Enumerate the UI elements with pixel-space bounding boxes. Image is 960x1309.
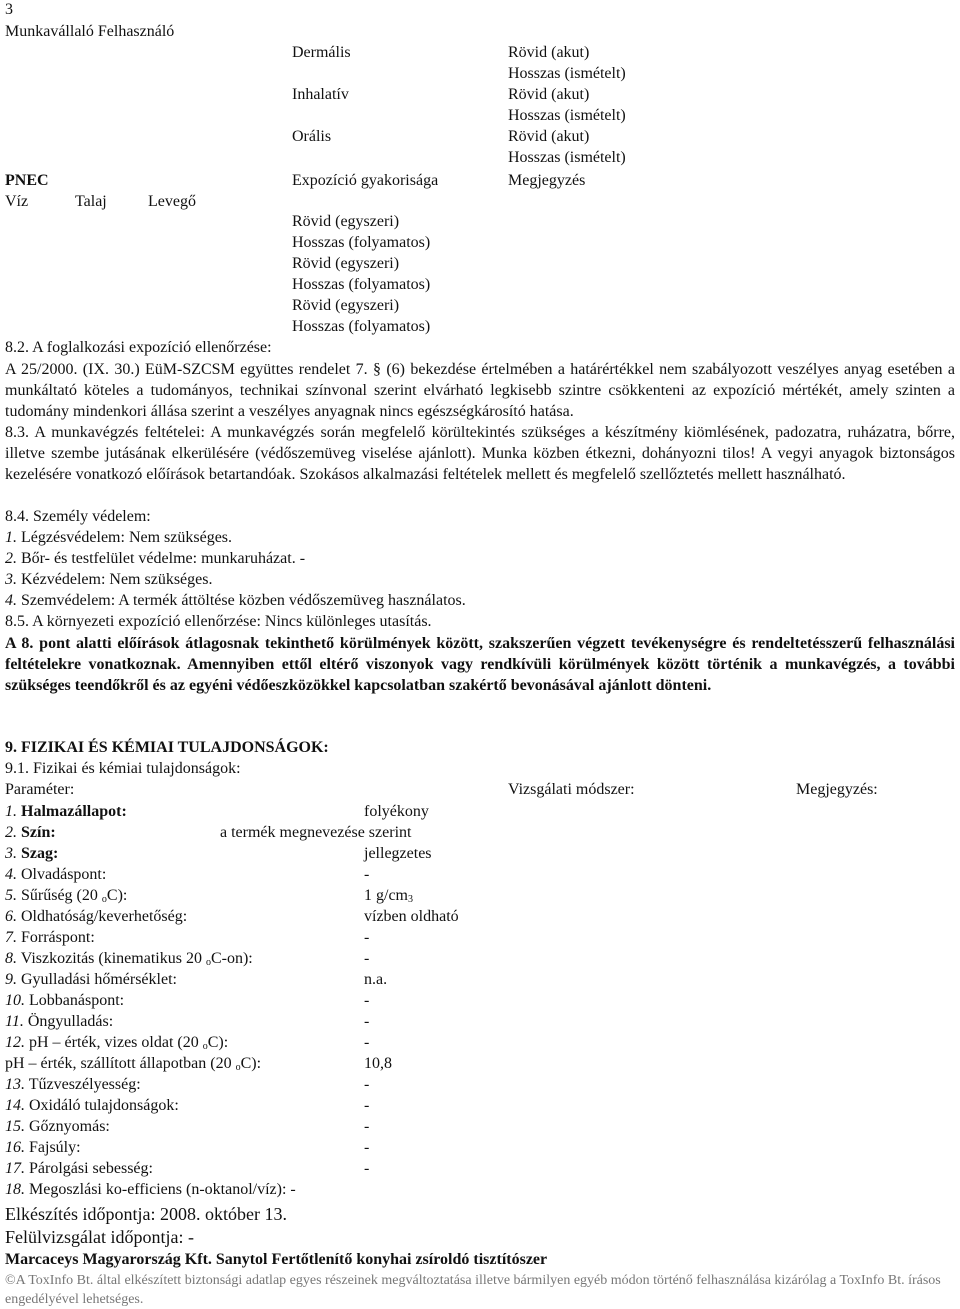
property-name: 1. Halmazállapot:	[5, 803, 127, 820]
pnec-label: PNEC	[5, 172, 49, 189]
frequency-item: Rövid (egyszeri)	[292, 255, 400, 272]
property-name: 14. Oxidáló tulajdonságok:	[5, 1097, 179, 1114]
route-inhalative-long: Hosszas (ismételt)	[508, 107, 626, 124]
copyright-footer: ©A ToxInfo Bt. által elkészített biztonsági adatlap egyes részeinek megváltoztatása illetve bármilyen egyéb módon történő felhasználása kizárólag a ToxInfo Bt. írásos engedélyével lehetséges.	[5, 1273, 941, 1307]
property-name: 4. Olvadáspont:	[5, 866, 107, 883]
medium-water: Víz	[5, 193, 29, 210]
property-name: 13. Tűzveszélyesség:	[5, 1076, 141, 1093]
route-inhalative: Inhalatív	[292, 86, 349, 103]
section-8-3-text: 8.3. A munkavégzés feltételei: A munkavégzés során megfelelő körültekintés szükséges a készítmény kiömlésének, padozatra, ruházatra, bőrre, illetve szembe jutásának elkerülésére (védőszemüveg viselése ajánlott). Munka közben étkezni, dohányozni tilos! A vegyi anyagok biztonságos kezelésére vonatkozó előírások betartandóak. Szokásos alkalmazási feltételek mellett és megfelelő szellőztetés mellett használható.	[5, 424, 955, 483]
property-value: a termék megnevezése szerint	[220, 824, 412, 841]
section-9-title: 9. FIZIKAI ÉS KÉMIAI TULAJDONSÁGOK:	[5, 739, 329, 756]
property-name: 11. Öngyulladás:	[5, 1013, 114, 1030]
property-name: 18. Megoszlási ko-efficiens (n-oktanol/víz): -	[5, 1181, 296, 1198]
property-name: 6. Oldhatóság/keverhetőség:	[5, 908, 188, 925]
property-value: -	[364, 1013, 370, 1030]
column-method: Vizsgálati módszer:	[508, 781, 635, 798]
route-oral-short: Rövid (akut)	[508, 128, 590, 145]
property-name: 5. Sűrűség (20 $_o$C):	[5, 887, 128, 905]
made-date: Elkészítés időpontja: 2008. október 13.	[5, 1204, 287, 1224]
property-value: -	[364, 866, 370, 883]
review-date: Felülvizsgálat időpontja: -	[5, 1227, 194, 1247]
route-inhalative-short: Rövid (akut)	[508, 86, 590, 103]
property-name: 3. Szag:	[5, 845, 59, 862]
property-value: -	[364, 1076, 370, 1093]
protection-item: 4. Szemvédelem: A termék áttöltése közben védőszemüveg használatos.	[5, 592, 466, 609]
property-value: -	[364, 929, 370, 946]
route-dermal-short: Rövid (akut)	[508, 44, 590, 61]
property-value: folyékony	[364, 803, 429, 820]
route-dermal-long: Hosszas (ismételt)	[508, 65, 626, 82]
frequency-item: Rövid (egyszeri)	[292, 213, 400, 230]
property-value: -	[364, 1097, 370, 1114]
property-value: 1 $g/cm_3$	[364, 887, 413, 905]
medium-air: Levegő	[148, 193, 196, 210]
product-line: Marcaceys Magyarország Kft. Sanytol Fertőtlenítő konyhai zsíroldó tisztítószer	[5, 1251, 548, 1268]
property-name: 17. Párolgási sebesség:	[5, 1160, 153, 1177]
property-name: 8. Viszkozitás (kinematikus 20 $_o$C-on):	[5, 950, 253, 968]
page-number: 3	[5, 1, 13, 18]
section-8-5-text: 8.5. A környezeti expozíció ellenőrzése: Nincs különleges utasítás.	[5, 613, 432, 630]
property-value: -	[364, 1118, 370, 1135]
frequency-item: Hosszas (folyamatos)	[292, 276, 431, 293]
property-value: -	[364, 1139, 370, 1156]
section-8-note: A 8. pont alatti előírások átlagosnak tekinthető körülmények között, szakszerűen végzett tevékenységre és rendeltetésszerű felhasználási feltételekre vonatkoznak. Amennyiben ettől eltérő viszonyok vagy rendkívüli körülmények között történik a munkavégzés, a további szükséges teendőkről és az egyéni védőeszközökkel kapcsolatban szakértő bevonásával ajánlott dönteni.	[5, 635, 955, 694]
column-parameter: Paraméter:	[5, 781, 75, 798]
property-name: 12. pH – érték, vizes oldat (20 $_o$C):	[5, 1034, 229, 1052]
route-oral-long: Hosszas (ismételt)	[508, 149, 626, 166]
property-value: -	[364, 1034, 370, 1051]
property-value: -	[364, 1160, 370, 1177]
frequency-header: Expozíció gyakorisága	[292, 172, 439, 189]
medium-soil: Talaj	[75, 193, 107, 210]
property-value: -	[364, 992, 370, 1009]
header-row: Munkavállaló Felhasználó	[5, 23, 175, 40]
property-name: 16. Fajsúly:	[5, 1139, 81, 1156]
property-name: 15. Gőznyomás:	[5, 1118, 110, 1135]
protection-item: 1. Légzésvédelem: Nem szükséges.	[5, 529, 233, 546]
section-9-1-title: 9.1. Fizikai és kémiai tulajdonságok:	[5, 760, 241, 777]
route-oral: Orális	[292, 128, 332, 145]
route-dermal: Dermális	[292, 44, 351, 61]
frequency-item: Rövid (egyszeri)	[292, 297, 400, 314]
property-value: 10,8	[364, 1055, 392, 1072]
section-8-4-title: 8.4. Személy védelem:	[5, 508, 151, 525]
property-name: 10. Lobbanáspont:	[5, 992, 125, 1009]
section-8-2-title: 8.2. A foglalkozási expozíció ellenőrzése:	[5, 339, 272, 356]
property-value: jellegzetes	[364, 845, 432, 862]
protection-item: 2. Bőr- és testfelület védelme: munkaruházat. -	[5, 550, 306, 567]
protection-item: 3. Kézvédelem: Nem szükséges.	[5, 571, 213, 588]
property-value: n.a.	[364, 971, 388, 988]
property-value: -	[364, 950, 370, 967]
section-8-2-text: A 25/2000. (IX. 30.) EüM-SZCSM együttes rendelet 7. § (6) bekezdése értelmében a határértékkel nem szabályozott veszélyes anyag esetében a munkáltató köteles a tudományos, technikai színvonal szerint elvárható legkisebb szintre csökkenteni az expozíció mértékét, amely szinten a tudomány mindenkori állása szerint a veszélyes anyagnak nincs egészségkárosító hatása.	[5, 361, 955, 420]
property-name: 2. Szín:	[5, 824, 56, 841]
frequency-item: Hosszas (folyamatos)	[292, 234, 431, 251]
column-note: Megjegyzés:	[796, 781, 878, 798]
property-name: pH – érték, szállított állapotban (20 $_o$C):	[5, 1055, 262, 1073]
frequency-item: Hosszas (folyamatos)	[292, 318, 431, 335]
property-name: 9. Gyulladási hőmérséklet:	[5, 971, 177, 988]
note-header: Megjegyzés	[508, 172, 586, 189]
property-value: vízben oldható	[364, 908, 459, 925]
property-name: 7. Forráspont:	[5, 929, 95, 946]
